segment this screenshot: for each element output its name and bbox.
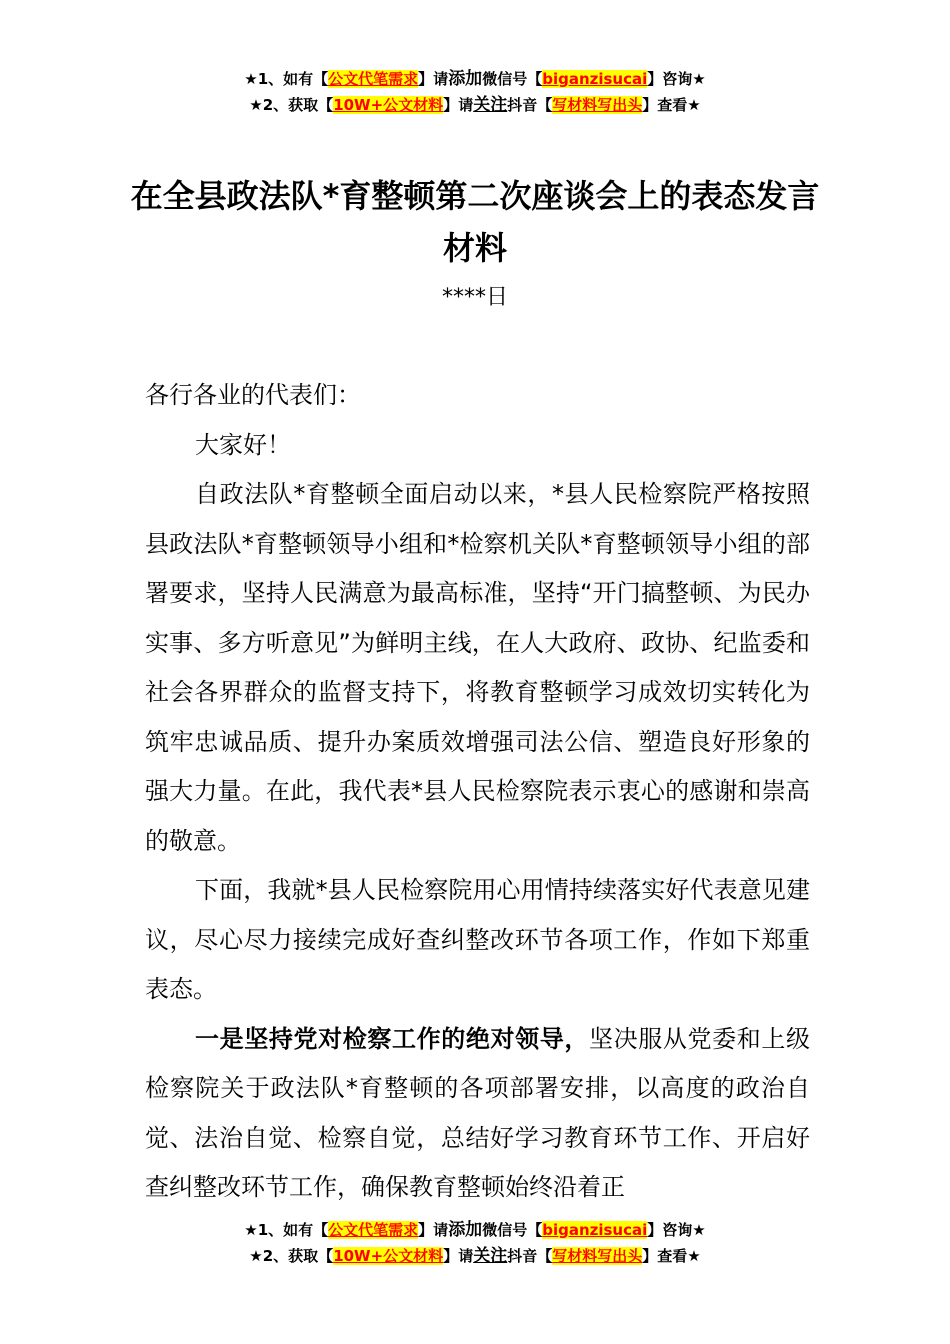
banner-text: 】咨询★	[647, 70, 706, 88]
salutation: 各行各业的代表们：	[145, 381, 361, 409]
highlight-text: 10W+公文材料	[333, 96, 444, 114]
emphasis-text: 添加	[448, 1220, 483, 1240]
header-banner-line-1	[0, 68, 950, 90]
banner-text: 】查看★	[642, 1247, 701, 1265]
highlight-text: 公文代笔需求	[328, 70, 419, 88]
banner-text: 】查看★	[642, 96, 701, 114]
banner-text: ★2、获取【	[249, 96, 334, 114]
wechat-id-highlight: biganzisucai	[542, 70, 648, 88]
banner-text: ★2、获取【	[249, 1247, 334, 1265]
emphasis-text: 添加	[448, 69, 483, 89]
header-banner-line-2	[0, 94, 950, 116]
paragraph-lead: 一是坚持党对检察工作的绝对领导，	[195, 1024, 589, 1053]
paragraph-text: 坚决服从党委和上级检察院关于政法队*育整顿的各项部署安排，以高度的政治自觉、法治自觉、检察自觉，总结好学习教育环节工作、开启好查纠整改环节工作，确保教育整顿始终沿着正	[145, 1024, 810, 1201]
banner-text: 抖音【	[507, 96, 553, 114]
emphasis-text: 关注	[473, 95, 508, 115]
banner-text: ★1、如有【	[244, 1221, 329, 1239]
document-title: 在全县政法队*育整顿第二次座谈会上的表态发言材料	[130, 177, 820, 267]
banner-text: 】请	[443, 1247, 474, 1265]
banner-text: 】请	[418, 70, 449, 88]
banner-text: 抖音【	[507, 1247, 553, 1265]
greeting: 大家好！	[195, 430, 291, 459]
banner-text: 】请	[418, 1221, 449, 1239]
paragraph	[145, 1015, 810, 1213]
paragraph: 下面，我就*县人民检察院用心用情持续落实好代表意见建议，尽心尽力接续完成好查纠整改环节各项工作，作如下郑重表态。	[145, 876, 810, 1003]
document-date: ****日	[441, 285, 508, 310]
banner-text: ★1、如有【	[244, 70, 329, 88]
banner-text: 】请	[443, 96, 474, 114]
document-body	[145, 371, 810, 1213]
emphasis-text: 关注	[473, 1246, 508, 1266]
douyin-id-highlight: 写材料写出头	[552, 1247, 643, 1265]
paragraph: 自政法队*育整顿全面启动以来，*县人民检察院严格按照县政法队*育整顿领导小组和*检察机关队*育整顿领导小组的部署要求，坚持人民满意为最高标准，坚持“开门搞整顿、为民办实事、多方听意见”为鲜明主线，在人大政府、政协、纪监委和社会各界群众的监督支持下，将教育整顿学习成效切实转化为筑牢忠诚品质、提升办案质效增强司法公信、塑造良好形象的强大力量。在此，我代表*县人民检察院表示衷心的感谢和崇高的敬意。	[145, 480, 810, 855]
footer-banner-line-2	[0, 1245, 950, 1267]
douyin-id-highlight: 写材料写出头	[552, 96, 643, 114]
highlight-text: 10W+公文材料	[333, 1247, 444, 1265]
banner-text: 微信号【	[482, 70, 543, 88]
banner-text: 】咨询★	[647, 1221, 706, 1239]
wechat-id-highlight: biganzisucai	[542, 1221, 648, 1239]
banner-text: 微信号【	[482, 1221, 543, 1239]
highlight-text: 公文代笔需求	[328, 1221, 419, 1239]
footer-banner-line-1	[0, 1219, 950, 1241]
